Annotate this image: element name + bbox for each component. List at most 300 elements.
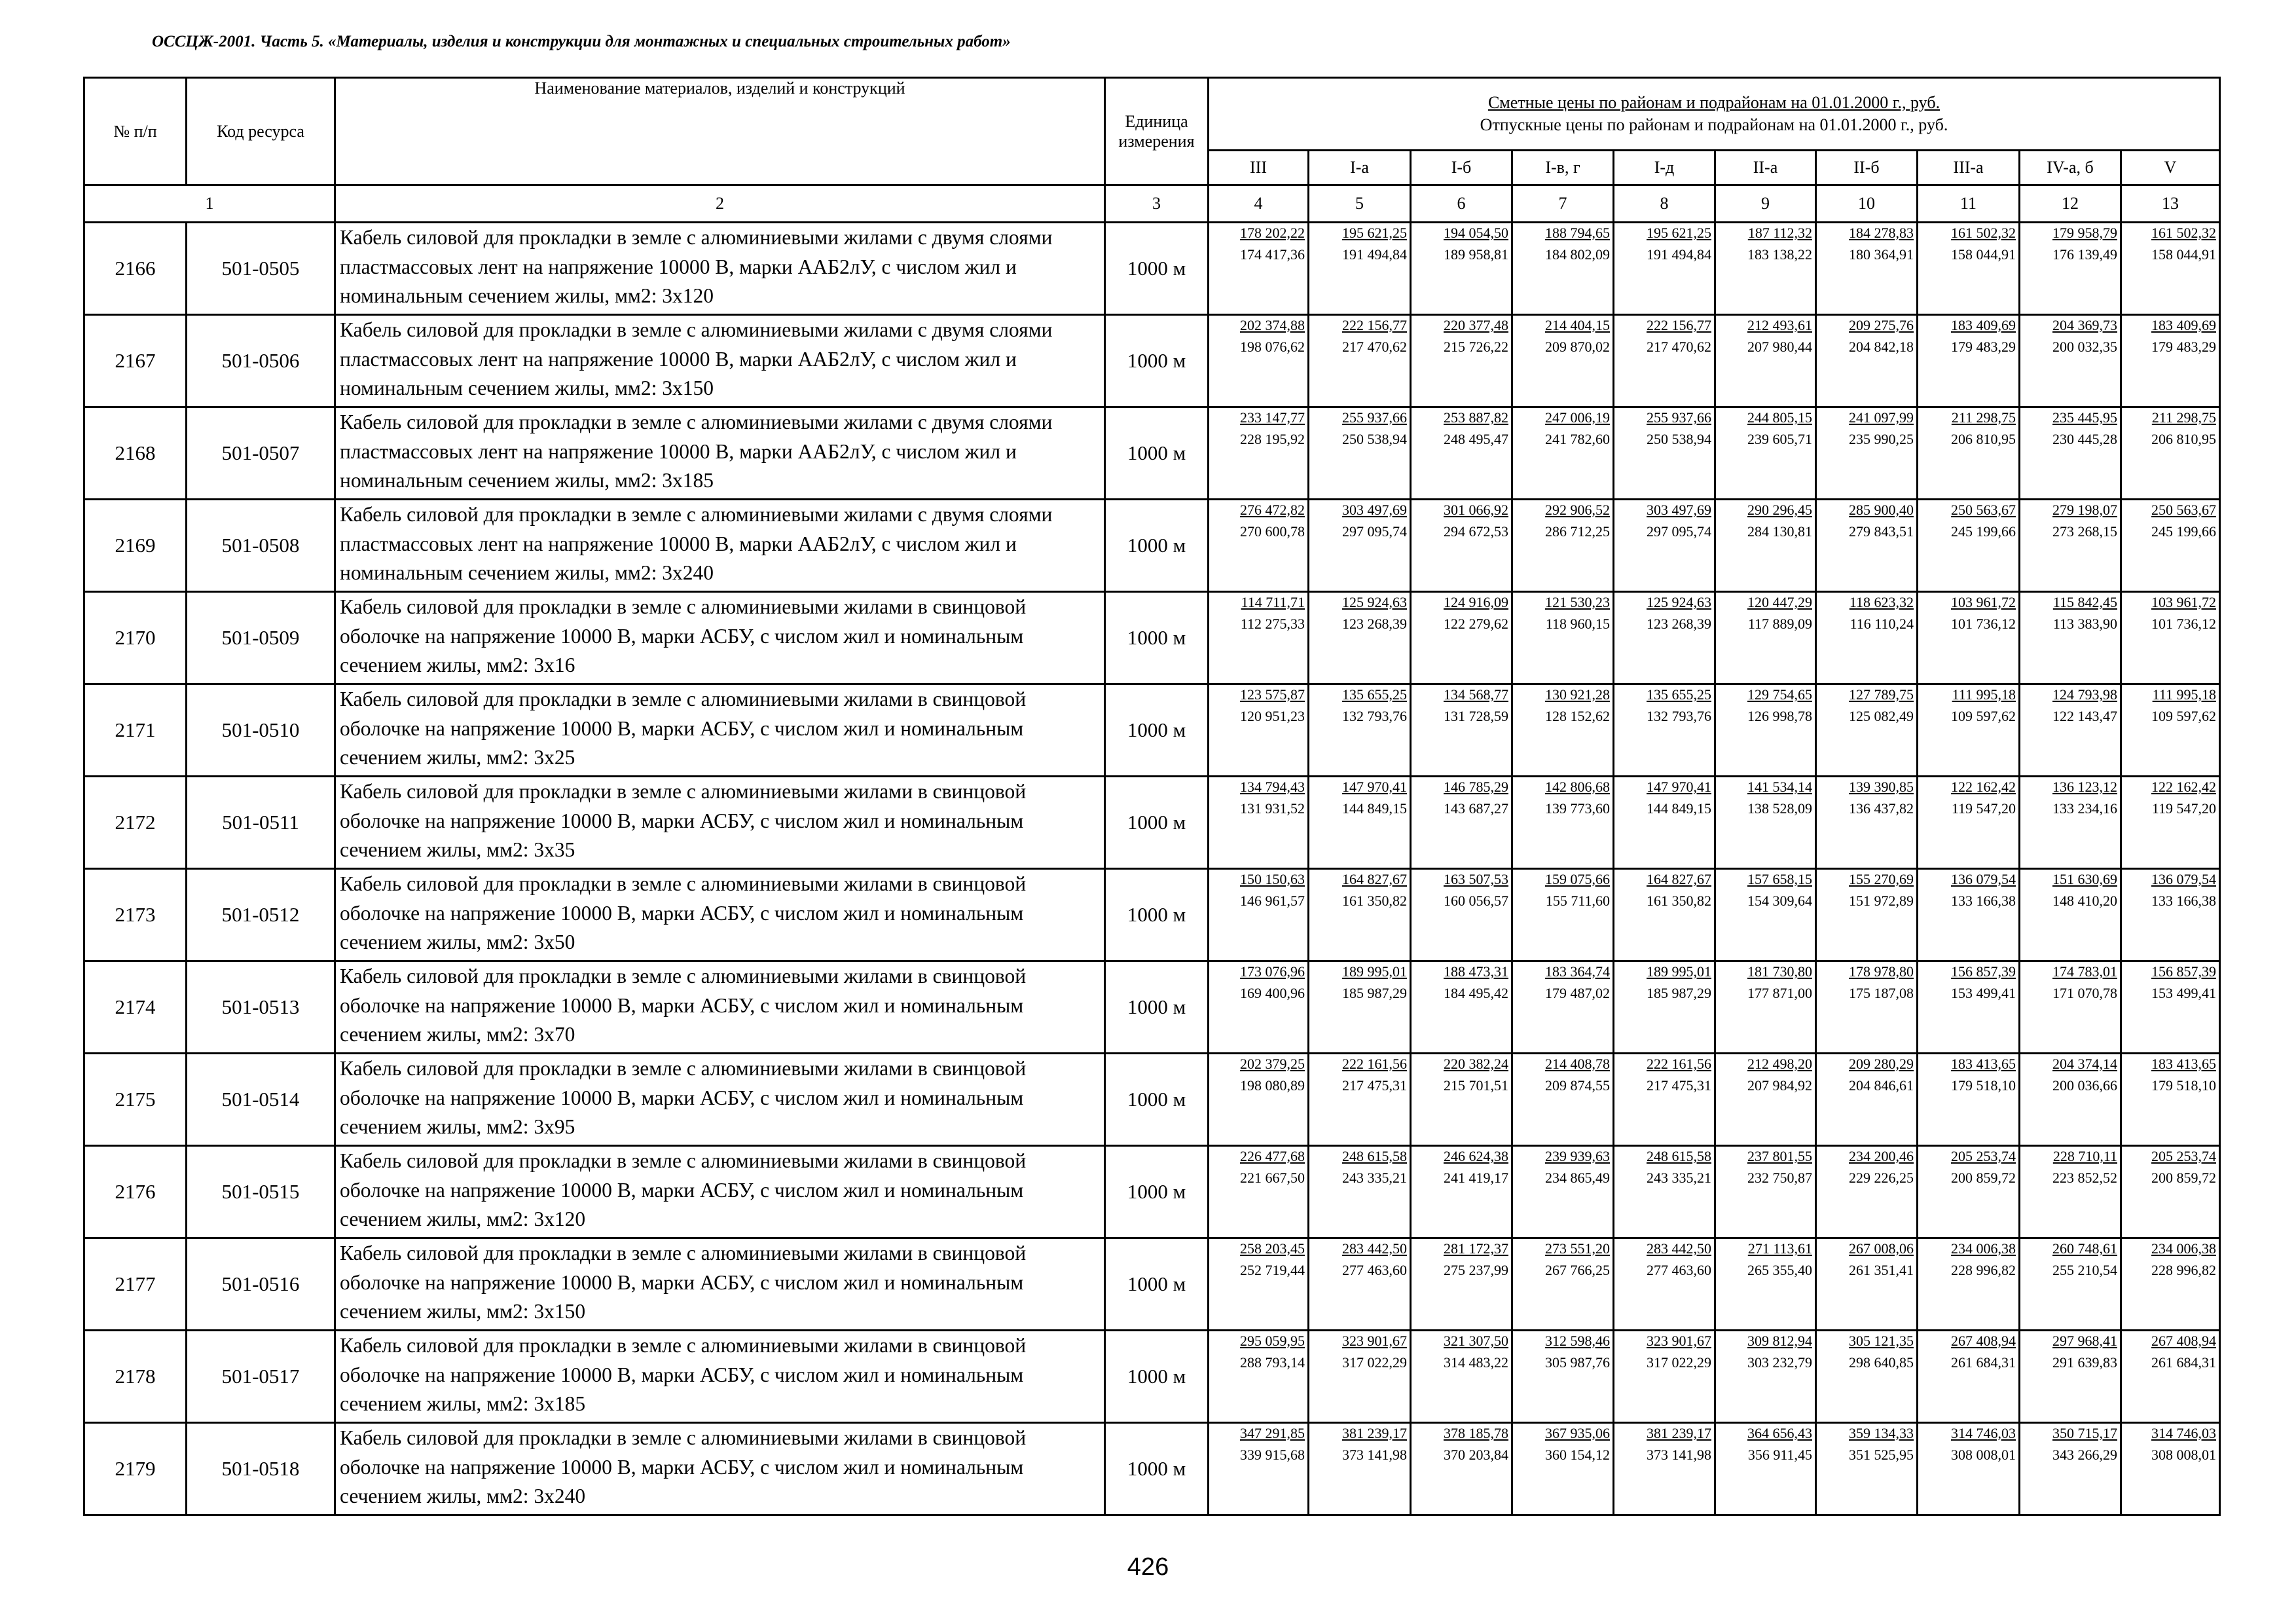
estimate-price: 283 442,50 [1647,1240,1711,1257]
release-price: 185 987,29 [1647,985,1711,1001]
price-cell [1614,315,1715,407]
price-cell [1209,407,1309,500]
estimate-price: 147 970,41 [1647,779,1711,795]
estimate-price: 209 275,76 [1849,317,1914,333]
column-number: 13 [2121,185,2220,223]
release-price: 228 996,82 [2151,1262,2217,1278]
material-name: Кабель силовой для прокладки в земле с алюминиевыми жилами в свинцовой оболочке на напряжение 10000 В, марки АСБУ, с числом жил и номинальным сечением жилы, мм2: 3х150 [335,1238,1105,1331]
column-number: 1 [84,185,335,223]
estimate-price: 179 958,79 [2052,225,2117,241]
release-price: 209 874,55 [1545,1077,1610,1094]
release-price: 303 232,79 [1747,1354,1812,1371]
column-number: 2 [335,185,1105,223]
estimate-price: 260 748,61 [2052,1240,2117,1257]
release-price: 123 268,39 [1647,616,1711,632]
release-price: 204 846,61 [1849,1077,1914,1094]
release-price: 200 859,72 [1951,1170,2016,1186]
price-cell [1209,961,1309,1054]
release-price: 118 960,15 [1545,616,1610,632]
material-name: Кабель силовой для прокладки в земле с алюминиевыми жилами с двумя слоями пластмассовых лент на напряжение 10000 В, марки ААБ2лУ, с числом жил и номинальным сечением жилы, мм2: 3х240 [335,500,1105,592]
estimate-price: 234 006,38 [2151,1240,2217,1257]
price-cell [1614,500,1715,592]
estimate-price: 103 961,72 [1951,594,2016,610]
price-cell [1816,869,1918,961]
material-name: Кабель силовой для прокладки в земле с алюминиевыми жилами с двумя слоями пластмассовых лент на напряжение 10000 В, марки ААБ2лУ, с числом жил и номинальным сечением жилы, мм2: 3х150 [335,315,1105,407]
estimate-price: 125 924,63 [1342,594,1407,610]
release-price: 116 110,24 [1850,616,1914,632]
release-price: 291 639,83 [2052,1354,2117,1371]
document-header: ОССЦЖ-2001. Часть 5. «Материалы, изделия и конструкции для монтажных и специальных строительных работ» [152,33,1011,50]
prices-header-estimate: Сметные цены по районам и подрайонам на 01.01.2000 г., руб. [1487,93,1941,113]
col-header-code: Код ресурса [187,78,335,185]
release-price: 174 417,36 [1240,246,1305,263]
row-number: 2172 [84,777,187,869]
estimate-price: 237 801,55 [1747,1148,1812,1164]
release-price: 153 499,41 [1951,985,2016,1001]
price-cell [1309,407,1411,500]
price-cell [1411,869,1512,961]
table-row [84,407,2220,500]
release-price: 229 226,25 [1849,1170,1914,1186]
estimate-price: 121 530,23 [1545,594,1610,610]
material-name: Кабель силовой для прокладки в земле с алюминиевыми жилами в свинцовой оболочке на напряжение 10000 В, марки АСБУ, с числом жил и номинальным сечением жилы, мм2: 3х16 [335,592,1105,684]
estimate-price: 244 805,15 [1747,409,1812,426]
release-price: 245 199,66 [2151,523,2217,540]
release-price: 198 076,62 [1240,339,1305,355]
estimate-price: 161 502,32 [1951,225,2016,241]
estimate-price: 123 575,87 [1240,686,1305,703]
estimate-price: 248 615,58 [1342,1148,1407,1164]
estimate-price: 178 978,80 [1849,963,1914,980]
estimate-price: 247 006,19 [1545,409,1610,426]
release-price: 351 525,95 [1849,1447,1914,1463]
release-price: 119 547,20 [1951,800,2016,817]
estimate-price: 350 715,17 [2052,1425,2117,1441]
region-header: I-д [1614,151,1715,185]
estimate-price: 130 921,28 [1545,686,1610,703]
table-row [84,592,2220,684]
estimate-price: 250 563,67 [2151,502,2217,518]
price-cell [1918,1331,2020,1423]
estimate-price: 164 827,67 [1647,871,1711,887]
price-cell [1816,684,1918,777]
estimate-price: 195 621,25 [1342,225,1407,241]
price-cell [1715,777,1816,869]
release-price: 275 237,99 [1444,1262,1508,1278]
price-cell [1512,1331,1614,1423]
price-cell [2020,223,2121,315]
estimate-price: 155 270,69 [1849,871,1914,887]
column-number: 9 [1715,185,1816,223]
estimate-price: 205 253,74 [2151,1148,2217,1164]
release-price: 125 082,49 [1849,708,1914,724]
release-price: 200 032,35 [2052,339,2117,355]
price-cell [1816,1238,1918,1331]
price-cell [1512,1054,1614,1146]
estimate-price: 183 409,69 [2151,317,2217,333]
price-cell [1512,592,1614,684]
release-price: 161 350,82 [1647,893,1711,909]
price-cell [1411,1423,1512,1515]
estimate-price: 118 623,32 [1849,594,1914,610]
estimate-price: 189 995,01 [1342,963,1407,980]
table-row [84,961,2220,1054]
estimate-price: 205 253,74 [1951,1148,2016,1164]
estimate-price: 323 901,67 [1647,1333,1711,1349]
resource-code: 501-0511 [187,777,335,869]
price-cell [1816,500,1918,592]
price-cell [1918,961,2020,1054]
estimate-price: 188 794,65 [1545,225,1610,241]
table-row [84,777,2220,869]
release-price: 267 766,25 [1545,1262,1610,1278]
col-header-prices [1209,78,2220,151]
column-number: 6 [1411,185,1512,223]
row-number: 2174 [84,961,187,1054]
price-cell [1209,1331,1309,1423]
estimate-price: 103 961,72 [2151,594,2217,610]
table-row [84,223,2220,315]
release-price: 155 711,60 [1545,893,1610,909]
price-cell [1309,1054,1411,1146]
estimate-price: 381 239,17 [1647,1425,1711,1441]
table-row [84,1146,2220,1238]
price-cell [1209,223,1309,315]
column-number: 4 [1209,185,1309,223]
price-cell [1614,592,1715,684]
row-number: 2167 [84,315,187,407]
column-number: 3 [1105,185,1209,223]
estimate-price: 136 079,54 [1951,871,2016,887]
release-price: 200 859,72 [2151,1170,2217,1186]
estimate-price: 367 935,06 [1545,1425,1610,1441]
price-cell [1209,869,1309,961]
price-cell [1715,1238,1816,1331]
estimate-price: 136 079,54 [2151,871,2217,887]
estimate-price: 134 568,77 [1444,686,1508,703]
estimate-price: 314 746,03 [1951,1425,2016,1441]
column-number: 11 [1918,185,2020,223]
price-table [83,77,2221,1516]
region-header: I-в, г [1512,151,1614,185]
estimate-price: 156 857,39 [2151,963,2217,980]
release-price: 132 793,76 [1342,708,1407,724]
release-price: 243 335,21 [1647,1170,1711,1186]
release-price: 232 750,87 [1747,1170,1812,1186]
release-price: 217 475,31 [1342,1077,1407,1094]
estimate-price: 204 374,14 [2052,1056,2117,1072]
price-cell [1614,1423,1715,1515]
col-header-name: Наименование материалов, изделий и конструкций [335,78,1105,185]
price-cell [2121,223,2220,315]
row-number: 2170 [84,592,187,684]
price-cell [1816,1054,1918,1146]
resource-code: 501-0508 [187,500,335,592]
release-price: 250 538,94 [1342,431,1407,447]
price-cell [1816,1146,1918,1238]
estimate-price: 297 968,41 [2052,1333,2117,1349]
release-price: 314 483,22 [1444,1354,1508,1371]
release-price: 158 044,91 [2151,246,2217,263]
price-cell [1816,223,1918,315]
resource-code: 501-0515 [187,1146,335,1238]
estimate-price: 222 156,77 [1647,317,1711,333]
release-price: 207 984,92 [1747,1077,1812,1094]
release-price: 128 152,62 [1545,708,1610,724]
material-name: Кабель силовой для прокладки в земле с алюминиевыми жилами в свинцовой оболочке на напряжение 10000 В, марки АСБУ, с числом жил и номинальным сечением жилы, мм2: 3х35 [335,777,1105,869]
estimate-price: 164 827,67 [1342,871,1407,887]
price-cell [1918,1238,2020,1331]
release-price: 308 008,01 [2151,1447,2217,1463]
material-name: Кабель силовой для прокладки в земле с алюминиевыми жилами с двумя слоями пластмассовых лент на напряжение 10000 В, марки ААБ2лУ, с числом жил и номинальным сечением жилы, мм2: 3х120 [335,223,1105,315]
price-cell [1411,223,1512,315]
price-cell [2121,315,2220,407]
price-cell [1309,1331,1411,1423]
price-cell [2121,1423,2220,1515]
price-cell [1614,1331,1715,1423]
price-cell [2121,1146,2220,1238]
estimate-price: 246 624,38 [1444,1148,1508,1164]
price-cell [1918,684,2020,777]
unit-of-measure: 1000 м [1105,407,1209,500]
price-cell [1715,1331,1816,1423]
release-price: 101 736,12 [1951,616,2016,632]
release-price: 270 600,78 [1240,523,1305,540]
row-number: 2179 [84,1423,187,1515]
release-price: 215 726,22 [1444,339,1508,355]
release-price: 235 990,25 [1849,431,1914,447]
column-number: 7 [1512,185,1614,223]
release-price: 243 335,21 [1342,1170,1407,1186]
price-cell [1918,1423,2020,1515]
price-cell [1309,315,1411,407]
estimate-price: 309 812,94 [1747,1333,1812,1349]
estimate-price: 129 754,65 [1747,686,1812,703]
resource-code: 501-0510 [187,684,335,777]
estimate-price: 222 161,56 [1647,1056,1711,1072]
unit-of-measure: 1000 м [1105,1054,1209,1146]
resource-code: 501-0506 [187,315,335,407]
release-price: 151 972,89 [1849,893,1914,909]
estimate-price: 321 307,50 [1444,1333,1508,1349]
price-cell [1918,592,2020,684]
price-cell [1614,684,1715,777]
price-cell [1512,777,1614,869]
estimate-price: 127 789,75 [1849,686,1914,703]
release-price: 117 889,09 [1747,616,1812,632]
estimate-price: 239 939,63 [1545,1148,1610,1164]
estimate-price: 241 097,99 [1849,409,1914,426]
price-cell [2121,777,2220,869]
table-row [84,315,2220,407]
price-cell [2121,500,2220,592]
estimate-price: 125 924,63 [1647,594,1711,610]
price-cell [1715,1054,1816,1146]
estimate-price: 135 655,25 [1342,686,1407,703]
release-price: 248 495,47 [1444,431,1508,447]
release-price: 189 958,81 [1444,246,1508,263]
estimate-price: 212 498,20 [1747,1056,1812,1072]
unit-of-measure: 1000 м [1105,869,1209,961]
unit-of-measure: 1000 м [1105,777,1209,869]
estimate-price: 183 413,65 [1951,1056,2016,1072]
release-price: 261 684,31 [2151,1354,2217,1371]
price-cell [1411,1054,1512,1146]
release-price: 252 719,44 [1240,1262,1305,1278]
release-price: 191 494,84 [1342,246,1407,263]
release-price: 161 350,82 [1342,893,1407,909]
release-price: 184 802,09 [1545,246,1610,263]
price-cell [1512,407,1614,500]
material-name: Кабель силовой для прокладки в земле с алюминиевыми жилами в свинцовой оболочке на напряжение 10000 В, марки АСБУ, с числом жил и номинальным сечением жилы, мм2: 3х50 [335,869,1105,961]
release-price: 356 911,45 [1747,1447,1812,1463]
price-cell [1411,684,1512,777]
unit-of-measure: 1000 м [1105,592,1209,684]
row-number: 2173 [84,869,187,961]
row-number: 2177 [84,1238,187,1331]
price-cell [1715,407,1816,500]
estimate-price: 276 472,82 [1240,502,1305,518]
resource-code: 501-0507 [187,407,335,500]
release-price: 370 203,84 [1444,1447,1508,1463]
release-price: 169 400,96 [1240,985,1305,1001]
table-row [84,1054,2220,1146]
estimate-price: 124 916,09 [1444,594,1508,610]
price-cell [1309,961,1411,1054]
estimate-price: 381 239,17 [1342,1425,1407,1441]
resource-code: 501-0517 [187,1331,335,1423]
unit-of-measure: 1000 м [1105,1146,1209,1238]
price-cell [1816,315,1918,407]
row-number: 2169 [84,500,187,592]
price-cell [2020,407,2121,500]
price-cell [1816,777,1918,869]
column-number: 10 [1816,185,1918,223]
price-cell [2121,1054,2220,1146]
release-price: 133 166,38 [1951,893,2016,909]
release-price: 204 842,18 [1849,339,1914,355]
price-cell [1614,1238,1715,1331]
estimate-price: 173 076,96 [1240,963,1305,980]
table-row [84,684,2220,777]
unit-of-measure: 1000 м [1105,1423,1209,1515]
material-name: Кабель силовой для прокладки в земле с алюминиевыми жилами в свинцовой оболочке на напряжение 10000 В, марки АСБУ, с числом жил и номинальным сечением жилы, мм2: 3х95 [335,1054,1105,1146]
price-cell [2020,684,2121,777]
price-cell [1614,777,1715,869]
release-price: 286 712,25 [1545,523,1610,540]
release-price: 132 793,76 [1647,708,1711,724]
release-price: 245 199,66 [1951,523,2016,540]
release-price: 339 915,68 [1240,1447,1305,1463]
release-price: 133 234,16 [2052,800,2117,817]
estimate-price: 147 970,41 [1342,779,1407,795]
estimate-price: 189 995,01 [1647,963,1711,980]
release-price: 179 483,29 [1951,339,2016,355]
price-cell [2020,1054,2121,1146]
estimate-price: 295 059,95 [1240,1333,1305,1349]
release-price: 198 080,89 [1240,1077,1305,1094]
price-cell [2020,777,2121,869]
table-body [84,185,2220,1515]
estimate-price: 248 615,58 [1647,1148,1711,1164]
column-number: 5 [1309,185,1411,223]
table-row [84,869,2220,961]
release-price: 180 364,91 [1849,246,1914,263]
price-cell [1309,1423,1411,1515]
price-cell [1309,500,1411,592]
release-price: 139 773,60 [1545,800,1610,817]
price-cell [1209,500,1309,592]
estimate-price: 214 404,15 [1545,317,1610,333]
release-price: 255 210,54 [2052,1262,2117,1278]
price-cell [2121,869,2220,961]
estimate-price: 364 656,43 [1747,1425,1812,1441]
price-cell [1715,592,1816,684]
release-price: 123 268,39 [1342,616,1407,632]
release-price: 184 495,42 [1444,985,1508,1001]
price-cell [1411,961,1512,1054]
price-cell [1918,315,2020,407]
release-price: 215 701,51 [1444,1077,1508,1094]
release-price: 144 849,15 [1647,800,1711,817]
price-cell [1309,223,1411,315]
release-price: 317 022,29 [1647,1354,1711,1371]
price-cell [1512,869,1614,961]
estimate-price: 194 054,50 [1444,225,1508,241]
release-price: 261 351,41 [1849,1262,1914,1278]
estimate-price: 234 006,38 [1951,1240,2016,1257]
release-price: 277 463,60 [1342,1262,1407,1278]
release-price: 154 309,64 [1747,893,1812,909]
unit-of-measure: 1000 м [1105,1238,1209,1331]
material-name: Кабель силовой для прокладки в земле с алюминиевыми жилами с двумя слоями пластмассовых лент на напряжение 10000 В, марки ААБ2лУ, с числом жил и номинальным сечением жилы, мм2: 3х185 [335,407,1105,500]
price-cell [1209,777,1309,869]
estimate-price: 111 995,18 [2152,686,2217,703]
release-price: 185 987,29 [1342,985,1407,1001]
price-cell [1918,869,2020,961]
estimate-price: 115 842,45 [2052,594,2117,610]
release-price: 277 463,60 [1647,1262,1711,1278]
region-header: V [2121,151,2220,185]
region-header: II-а [1715,151,1816,185]
row-number: 2168 [84,407,187,500]
price-cell [1512,961,1614,1054]
row-number: 2176 [84,1146,187,1238]
page-number: 426 [1127,1553,1169,1581]
price-cell [1512,1423,1614,1515]
price-cell [1816,961,1918,1054]
estimate-price: 301 066,92 [1444,502,1508,518]
price-cell [1209,1423,1309,1515]
unit-of-measure: 1000 м [1105,223,1209,315]
release-price: 250 538,94 [1647,431,1711,447]
release-price: 273 268,15 [2052,523,2117,540]
release-price: 109 597,62 [2151,708,2217,724]
release-price: 131 931,52 [1240,800,1305,817]
price-cell [1816,1331,1918,1423]
price-cell [1411,1238,1512,1331]
price-cell [1411,777,1512,869]
estimate-price: 136 123,12 [2052,779,2117,795]
material-name: Кабель силовой для прокладки в земле с алюминиевыми жилами в свинцовой оболочке на напряжение 10000 В, марки АСБУ, с числом жил и номинальным сечением жилы, мм2: 3х185 [335,1331,1105,1423]
release-price: 112 275,33 [1240,616,1305,632]
estimate-price: 255 937,66 [1647,409,1711,426]
price-cell [2121,1331,2220,1423]
estimate-price: 222 161,56 [1342,1056,1407,1072]
release-price: 206 810,95 [1951,431,2016,447]
table-row [84,500,2220,592]
release-price: 148 410,20 [2052,893,2117,909]
